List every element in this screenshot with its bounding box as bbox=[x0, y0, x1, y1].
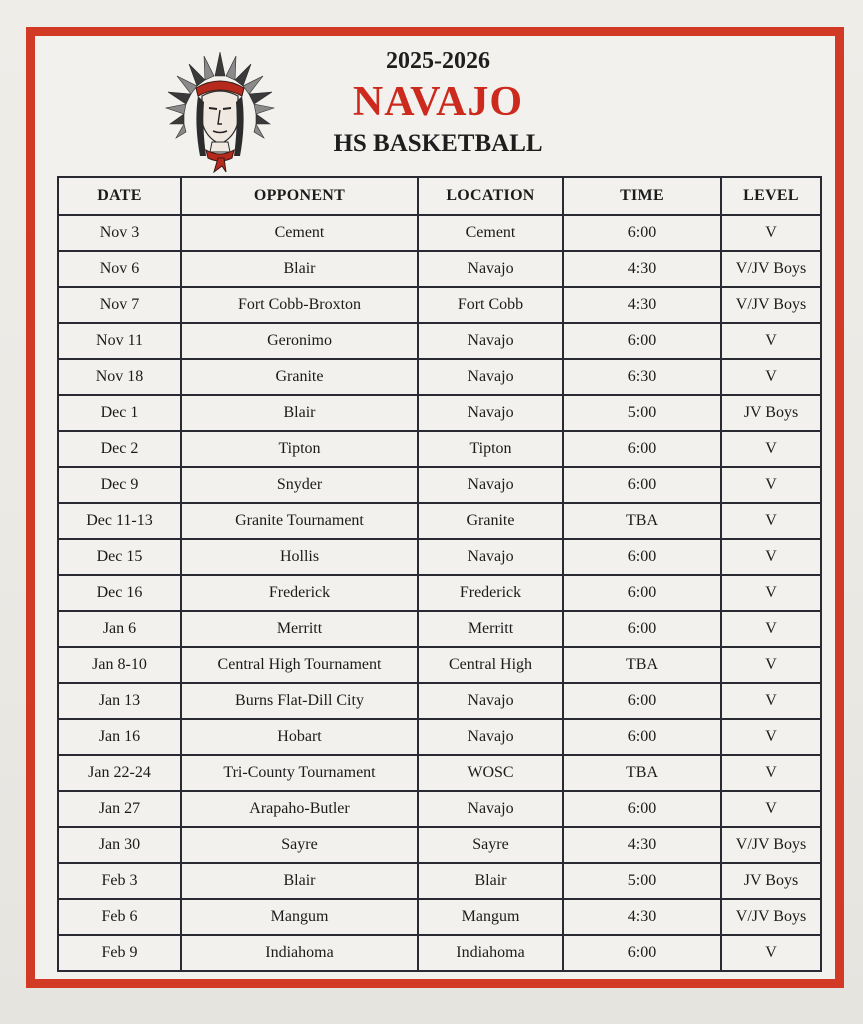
table-row bbox=[58, 899, 821, 935]
time-cell: TBA bbox=[563, 755, 721, 791]
date-cell: Feb 3 bbox=[58, 863, 181, 899]
time-cell: 5:00 bbox=[563, 863, 721, 899]
date-cell: Dec 1 bbox=[58, 395, 181, 431]
location-cell: Navajo bbox=[418, 539, 563, 575]
opponent-cell: Fort Cobb-Broxton bbox=[181, 287, 418, 323]
time-cell: 4:30 bbox=[563, 251, 721, 287]
time-cell: 6:00 bbox=[563, 791, 721, 827]
table-row bbox=[58, 287, 821, 323]
table-header-row bbox=[58, 177, 821, 215]
level-cell: V bbox=[721, 359, 821, 395]
level-cell: V/JV Boys bbox=[721, 251, 821, 287]
opponent-cell: Frederick bbox=[181, 575, 418, 611]
table-row bbox=[58, 467, 821, 503]
column-header-opponent: OPPONENT bbox=[181, 177, 418, 215]
navajo-mascot-logo bbox=[162, 46, 278, 174]
location-cell: Navajo bbox=[418, 359, 563, 395]
location-cell: Navajo bbox=[418, 251, 563, 287]
level-cell: JV Boys bbox=[721, 395, 821, 431]
location-cell: Sayre bbox=[418, 827, 563, 863]
table-row bbox=[58, 683, 821, 719]
opponent-cell: Blair bbox=[181, 251, 418, 287]
level-cell: V bbox=[721, 467, 821, 503]
location-cell: Navajo bbox=[418, 719, 563, 755]
date-cell: Dec 11-13 bbox=[58, 503, 181, 539]
date-cell: Jan 8-10 bbox=[58, 647, 181, 683]
table-row bbox=[58, 755, 821, 791]
table-row bbox=[58, 647, 821, 683]
opponent-cell: Geronimo bbox=[181, 323, 418, 359]
sport-title: HS BASKETBALL bbox=[333, 130, 543, 157]
date-cell: Jan 16 bbox=[58, 719, 181, 755]
table-row bbox=[58, 863, 821, 899]
level-cell: JV Boys bbox=[721, 863, 821, 899]
team-name: NAVAJO bbox=[352, 79, 524, 125]
level-cell: V/JV Boys bbox=[721, 827, 821, 863]
table-row bbox=[58, 791, 821, 827]
date-cell: Nov 7 bbox=[58, 287, 181, 323]
location-cell: Granite bbox=[418, 503, 563, 539]
season-title: 2025-2026 bbox=[386, 48, 490, 74]
column-header-location: LOCATION bbox=[418, 177, 563, 215]
opponent-cell: Indiahoma bbox=[181, 935, 418, 971]
table-row bbox=[58, 719, 821, 755]
opponent-cell: Burns Flat-Dill City bbox=[181, 683, 418, 719]
schedule-table bbox=[57, 176, 822, 972]
date-cell: Nov 6 bbox=[58, 251, 181, 287]
level-cell: V/JV Boys bbox=[721, 899, 821, 935]
location-cell: Blair bbox=[418, 863, 563, 899]
time-cell: 6:00 bbox=[563, 431, 721, 467]
time-cell: 6:00 bbox=[563, 323, 721, 359]
opponent-cell: Merritt bbox=[181, 611, 418, 647]
time-cell: 6:00 bbox=[563, 467, 721, 503]
date-cell: Dec 15 bbox=[58, 539, 181, 575]
location-cell: Navajo bbox=[418, 323, 563, 359]
time-cell: 6:00 bbox=[563, 215, 721, 251]
date-cell: Jan 13 bbox=[58, 683, 181, 719]
level-cell: V bbox=[721, 719, 821, 755]
table-row bbox=[58, 539, 821, 575]
location-cell: Merritt bbox=[418, 611, 563, 647]
opponent-cell: Snyder bbox=[181, 467, 418, 503]
level-cell: V bbox=[721, 431, 821, 467]
level-cell: V bbox=[721, 323, 821, 359]
location-cell: Navajo bbox=[418, 683, 563, 719]
opponent-cell: Cement bbox=[181, 215, 418, 251]
location-cell: Frederick bbox=[418, 575, 563, 611]
opponent-cell: Granite Tournament bbox=[181, 503, 418, 539]
level-cell: V/JV Boys bbox=[721, 287, 821, 323]
table-row bbox=[58, 395, 821, 431]
date-cell: Dec 2 bbox=[58, 431, 181, 467]
table-row bbox=[58, 215, 821, 251]
level-cell: V bbox=[721, 611, 821, 647]
location-cell: Fort Cobb bbox=[418, 287, 563, 323]
time-cell: 6:30 bbox=[563, 359, 721, 395]
table-row bbox=[58, 503, 821, 539]
location-cell: Cement bbox=[418, 215, 563, 251]
time-cell: 4:30 bbox=[563, 899, 721, 935]
time-cell: 6:00 bbox=[563, 683, 721, 719]
time-cell: 6:00 bbox=[563, 611, 721, 647]
table-row bbox=[58, 323, 821, 359]
level-cell: V bbox=[721, 215, 821, 251]
date-cell: Jan 22-24 bbox=[58, 755, 181, 791]
column-header-date: DATE bbox=[58, 177, 181, 215]
schedule-rows bbox=[58, 215, 821, 971]
date-cell: Nov 18 bbox=[58, 359, 181, 395]
table-row bbox=[58, 431, 821, 467]
date-cell: Feb 9 bbox=[58, 935, 181, 971]
level-cell: V bbox=[721, 539, 821, 575]
location-cell: WOSC bbox=[418, 755, 563, 791]
location-cell: Mangum bbox=[418, 899, 563, 935]
time-cell: 6:00 bbox=[563, 719, 721, 755]
table-row bbox=[58, 827, 821, 863]
opponent-cell: Hobart bbox=[181, 719, 418, 755]
time-cell: 5:00 bbox=[563, 395, 721, 431]
time-cell: 4:30 bbox=[563, 827, 721, 863]
table-row bbox=[58, 611, 821, 647]
date-cell: Jan 30 bbox=[58, 827, 181, 863]
date-cell: Nov 11 bbox=[58, 323, 181, 359]
location-cell: Navajo bbox=[418, 467, 563, 503]
time-cell: 6:00 bbox=[563, 935, 721, 971]
time-cell: 6:00 bbox=[563, 539, 721, 575]
date-cell: Jan 6 bbox=[58, 611, 181, 647]
opponent-cell: Granite bbox=[181, 359, 418, 395]
time-cell: TBA bbox=[563, 503, 721, 539]
table-row bbox=[58, 935, 821, 971]
date-cell: Feb 6 bbox=[58, 899, 181, 935]
location-cell: Navajo bbox=[418, 791, 563, 827]
date-cell: Nov 3 bbox=[58, 215, 181, 251]
date-cell: Jan 27 bbox=[58, 791, 181, 827]
opponent-cell: Hollis bbox=[181, 539, 418, 575]
table-row bbox=[58, 359, 821, 395]
level-cell: V bbox=[721, 791, 821, 827]
opponent-cell: Tri-County Tournament bbox=[181, 755, 418, 791]
time-cell: TBA bbox=[563, 647, 721, 683]
location-cell: Tipton bbox=[418, 431, 563, 467]
opponent-cell: Blair bbox=[181, 395, 418, 431]
table-row bbox=[58, 575, 821, 611]
opponent-cell: Arapaho-Butler bbox=[181, 791, 418, 827]
time-cell: 6:00 bbox=[563, 575, 721, 611]
date-cell: Dec 9 bbox=[58, 467, 181, 503]
column-header-level: LEVEL bbox=[721, 177, 821, 215]
level-cell: V bbox=[721, 503, 821, 539]
level-cell: V bbox=[721, 755, 821, 791]
date-cell: Dec 16 bbox=[58, 575, 181, 611]
level-cell: V bbox=[721, 647, 821, 683]
opponent-cell: Central High Tournament bbox=[181, 647, 418, 683]
table-row bbox=[58, 251, 821, 287]
level-cell: V bbox=[721, 683, 821, 719]
opponent-cell: Blair bbox=[181, 863, 418, 899]
time-cell: 4:30 bbox=[563, 287, 721, 323]
opponent-cell: Tipton bbox=[181, 431, 418, 467]
opponent-cell: Sayre bbox=[181, 827, 418, 863]
location-cell: Navajo bbox=[418, 395, 563, 431]
level-cell: V bbox=[721, 935, 821, 971]
location-cell: Indiahoma bbox=[418, 935, 563, 971]
location-cell: Central High bbox=[418, 647, 563, 683]
opponent-cell: Mangum bbox=[181, 899, 418, 935]
level-cell: V bbox=[721, 575, 821, 611]
column-header-time: TIME bbox=[563, 177, 721, 215]
